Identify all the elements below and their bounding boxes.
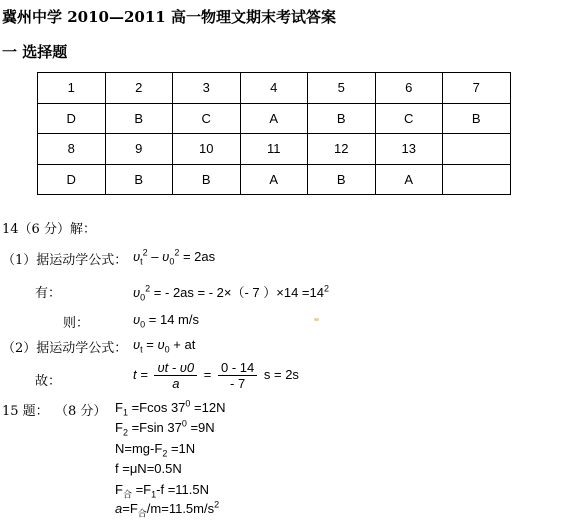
table-cell: 1 [38, 73, 106, 104]
table-row [38, 73, 511, 104]
q15-line-4: f =μN=0.5N [115, 461, 182, 476]
table-cell: 5 [308, 73, 376, 104]
table-row [38, 134, 511, 165]
q15-line-5: $F_合 =F_1-f =11.5N$ [115, 482, 210, 500]
answer-table [37, 72, 511, 195]
q14-so-formula: t = $\frac{\upsilon t - \upsilon 0}{a}$ = $\frac{0 - 14}{- 7}$ s = 2s [133, 360, 299, 391]
fraction-1: $\frac{\upsilon t - \upsilon 0}{a}$ [154, 360, 197, 391]
q14-heading: 14（6 分）解： [2, 222, 96, 237]
table-cell: B [105, 103, 173, 134]
table-cell: 6 [375, 73, 443, 104]
table-cell: 4 [240, 73, 308, 104]
table-cell: D [38, 164, 106, 195]
table-cell: 7 [443, 73, 511, 104]
table-cell: B [105, 164, 173, 195]
table-cell: 2 [105, 73, 173, 104]
q15-line-3: $N=mg-F_2 =1N$ [115, 441, 196, 459]
q14-have-label: 有： [35, 286, 62, 301]
table-cell: A [375, 164, 443, 195]
table-cell [443, 134, 511, 165]
table-row [38, 103, 511, 134]
table-cell: 13 [375, 134, 443, 165]
q14-part1-label: （1）据运动学公式： [2, 253, 128, 268]
q15-heading: 15 题： [2, 404, 49, 419]
table-cell: 11 [240, 134, 308, 165]
table-cell: B [173, 164, 241, 195]
table-cell: B [308, 103, 376, 134]
table-cell: B [308, 164, 376, 195]
table-cell: A [240, 103, 308, 134]
table-cell: 3 [173, 73, 241, 104]
table-cell: 12 [308, 134, 376, 165]
q14-part1-formula: $\upsilon_t^2 - \upsilon_0^2 = 2as$ [133, 247, 216, 267]
q15-line-2: $F_2 =Fsin$ $37^0 =9N$ [115, 418, 215, 438]
table-cell: A [240, 164, 308, 195]
q14-part2-formula: $\upsilon_t = \upsilon_0$ + at [133, 337, 196, 355]
section-heading: 一 选择题 [2, 43, 68, 61]
ink-speck [314, 318, 319, 321]
table-cell: 8 [38, 134, 106, 165]
page-title: 冀州中学 2010—2011 高一物理文期末考试答案 [2, 8, 336, 26]
fraction-2: $\frac{0 - 14}{- 7}$ [218, 360, 257, 391]
table-cell: C [375, 103, 443, 134]
q14-part2-label: （2）据运动学公式： [2, 341, 128, 356]
q14-so-label: 故： [35, 374, 62, 389]
q14-then-formula: $\upsilon_0 = 14$ m/s [133, 312, 199, 330]
table-cell [443, 164, 511, 195]
q15-score: （8 分） [55, 404, 107, 419]
q15-line-6: $a=F_合/m=11.5m/s^2$ [115, 499, 220, 519]
table-row [38, 164, 511, 195]
q14-then-label: 则： [63, 316, 90, 331]
table-cell: B [443, 103, 511, 134]
table-cell: 10 [173, 134, 241, 165]
table-cell: 9 [105, 134, 173, 165]
q15-line-1: $F_1 =Fcos$ $37^0 =12N$ [115, 398, 226, 418]
table-cell: C [173, 103, 241, 134]
table-cell: D [38, 103, 106, 134]
q14-have-formula: $\upsilon_0^2$ = - 2as = - 2×（- 7 ）$\times 14 =14^2$ [133, 283, 329, 303]
